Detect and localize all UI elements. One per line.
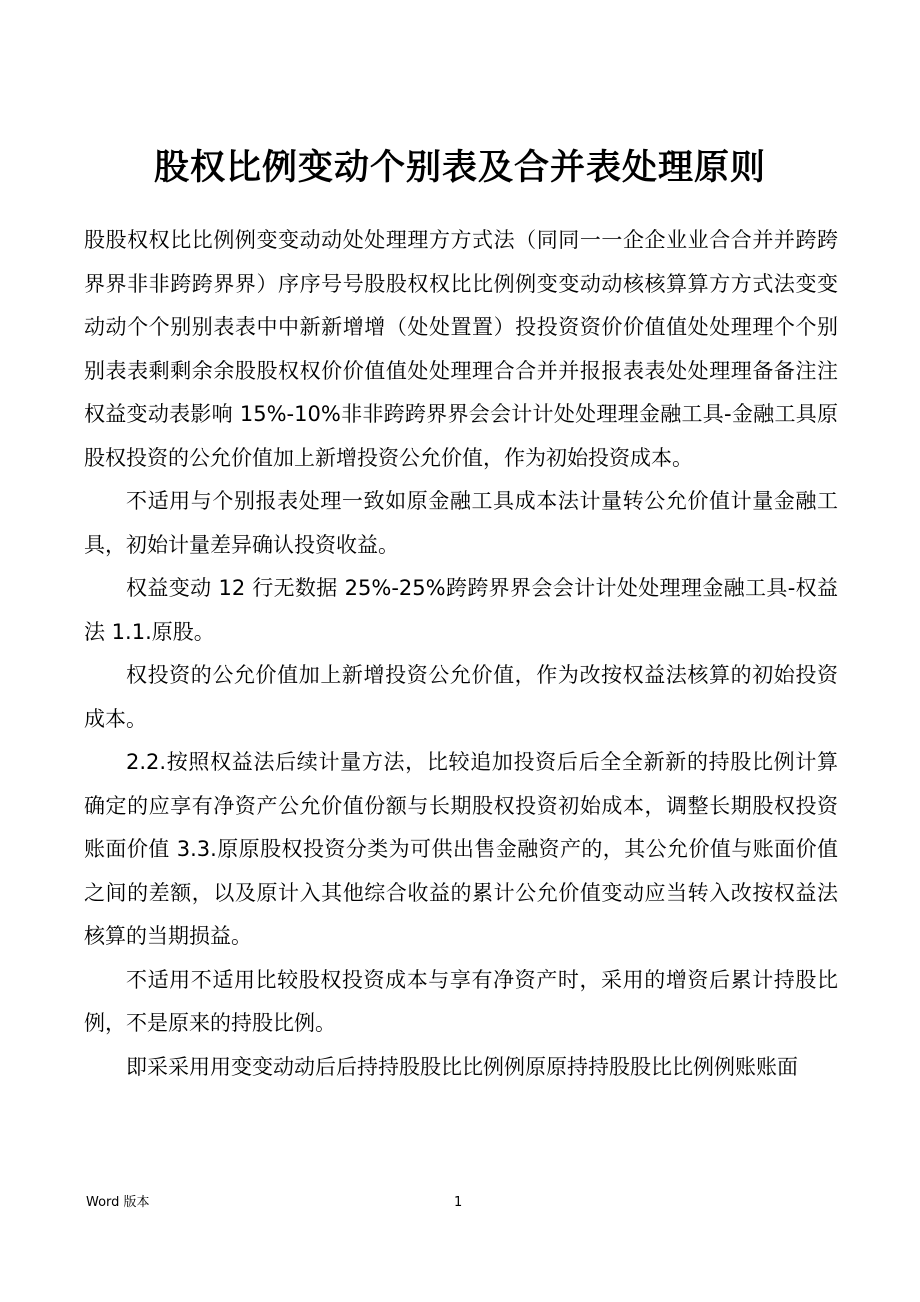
document-body [84,219,838,1089]
paragraph-1: 股股权权比比例例变变动动处处理理方方式法（同同一一企企业业合合并并跨跨界界非非跨跨界界）序序号号股股权权比比例例变变动动核核算算方方式法变变动动个个别别表表中中新新增增（处处置置）投投资资价价值值处处理理个个别别表表剩剩余余股股权权价价值值处处理理合合并并报报表表处处理理备备注注权益变动表影响 15%-10%非非跨跨界界会会计计处处理理金融工具-金融工具原股权投资的公允价值加上新增投资公允价值，作为初始投资成本。 [84,228,838,470]
footer-label: Word 版本 [86,1195,150,1210]
document-title: 股权比例变动个别表及合并表处理原则 [153,148,766,188]
paragraph-7: 即采采用用变变动动后后持持股股比比例例原原持持股股比比例例账账面 [126,1054,798,1079]
paragraph-6: 不适用不适用比较股权投资成本与享有净资产时，采用的增资后累计持股比例，不是原来的持股比例。 [84,967,838,1035]
paragraph-3: 权益变动 12 行无数据 25%-25%跨跨界界会会计计处处理理金融工具-权益法 1.1.原股。 [84,576,838,644]
paragraph-5: 2.2.按照权益法后续计量方法，比较追加投资后后全全新新的持股比例计算确定的应享有净资产公允价值份额与长期股权投资初始成本，调整长期股权投资账面价值 3.3.原原股权投资分类为可供出售金融资产的，其公允价值与账面价值之间的差额，以及原计入其他综合收益的累计公允价值变动应当转入改按权益法核算的当期损益。 [84,750,838,948]
page-number: 1 [454,1195,463,1210]
paragraph-4: 权投资的公允价值加上新增投资公允价值，作为改按权益法核算的初始投资成本。 [84,663,838,731]
paragraph-2: 不适用与个别报表处理一致如原金融工具成本法计量转公允价值计量金融工具，初始计量差异确认投资收益。 [84,489,838,557]
